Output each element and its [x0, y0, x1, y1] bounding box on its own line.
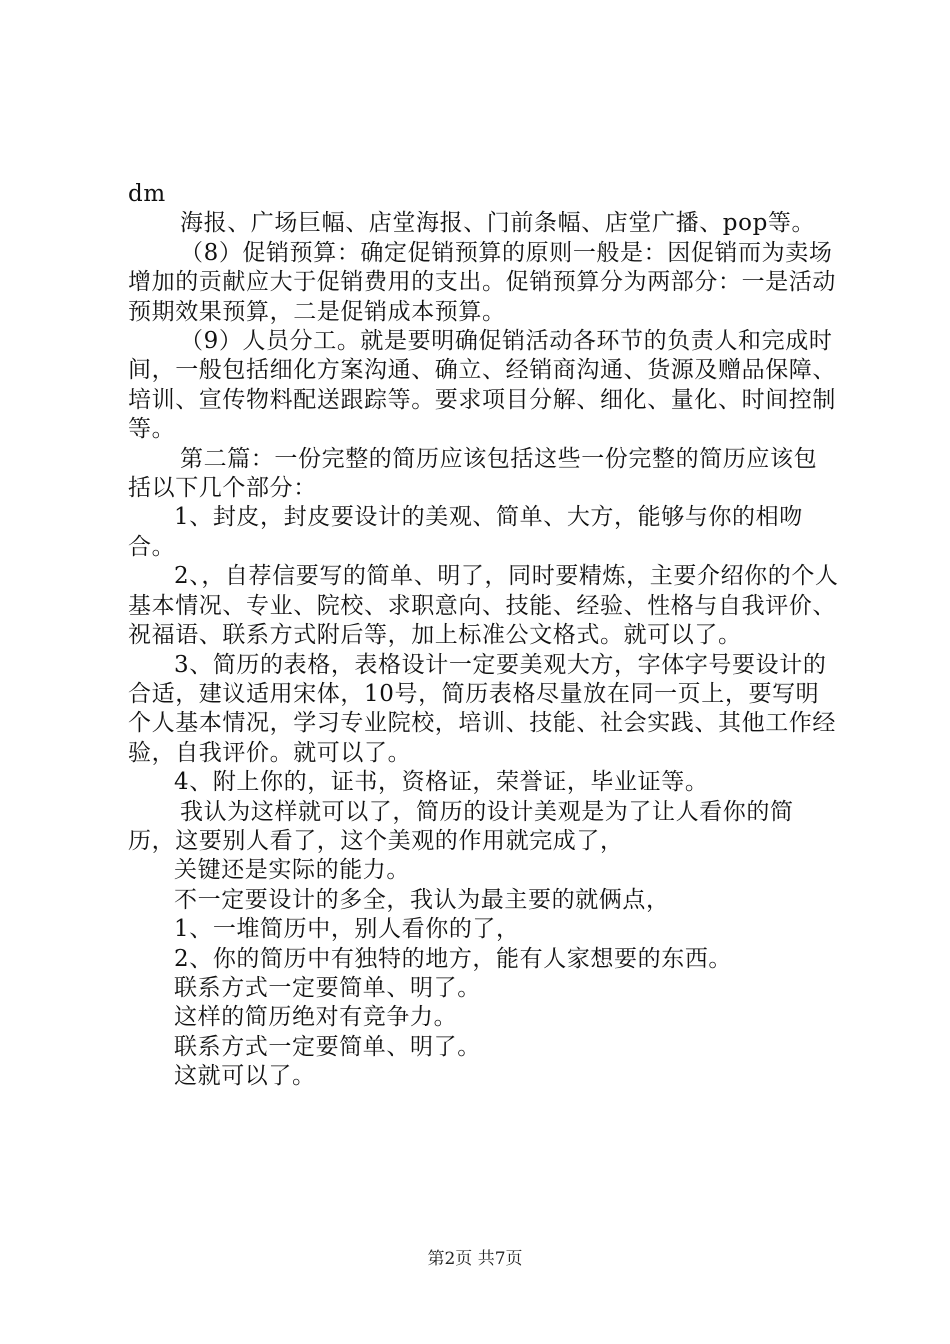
paragraph-6: 2、，自荐信要写的简单、明了，同时要精炼，主要介绍你的个人基本情况、专业、院校、求职意向、技能、经验、性格与自我评价、祝福语、联系方式附后等，加上标准公文格式。就可以了。 [128, 563, 839, 649]
paragraph-13: 2、你的简历中有独特的地方，能有人家想要的东西。 [174, 945, 733, 972]
paragraph-7: 3、简历的表格，表格设计一定要美观大方，字体字号要设计的合适，建议适用宋体，10号，简历表格尽量放在同一页上，要写明个人基本情况，学习专业院校，培训、技能、社会实践、其他工作经验，自我评价。就可以了。 [128, 651, 836, 766]
document-body [128, 180, 840, 1092]
paragraph-16: 联系方式一定要简单、明了。 [174, 1033, 481, 1060]
paragraph-12: 1、一堆简历中，别人看你的了， [174, 916, 520, 943]
paragraph-1: 海报、广场巨幅、店堂海报、门前条幅、店堂广播、pop等。 [180, 210, 816, 237]
paragraph-14: 联系方式一定要简单、明了。 [174, 974, 481, 1001]
page-footer [0, 1244, 950, 1269]
paragraph-0: dm [128, 181, 166, 207]
paragraph-15: 这样的简历绝对有竞争力。 [174, 1004, 458, 1031]
paragraph-3: （9）人员分工。就是要明确促销活动各环节的负责人和完成时间，一般包括细化方案沟通、确立、经销商沟通、货源及赠品保障、培训、宣传物料配送跟踪等。要求项目分解、细化、量化、时间控制等。 [128, 328, 836, 443]
paragraph-4: 第二篇：一份完整的简历应该包括这些一份完整的简历应该包括以下几个部分： [128, 445, 818, 502]
paragraph-5: 1、封皮，封皮要设计的美观、简单、大方，能够与你的相吻合。 [128, 504, 803, 560]
paragraph-8: 4、附上你的，证书，资格证，荣誉证，毕业证等。 [174, 769, 709, 796]
page-number-label: 第2页 共7页 [427, 1249, 523, 1269]
paragraph-17: 这就可以了。 [174, 1063, 316, 1090]
paragraph-10: 关键还是实际的能力。 [174, 857, 410, 884]
paragraph-11: 不一定要设计的多全，我认为最主要的就俩点， [174, 886, 670, 913]
paragraph-2: （8）促销预算：确定促销预算的原则一般是：因促销而为卖场增加的贡献应大于促销费用的支出。促销预算分为两部分：一是活动预期效果预算，二是促销成本预算。 [128, 239, 836, 325]
paragraph-9: 我认为这样就可以了，简历的设计美观是为了让人看你的简历，这要别人看了，这个美观的作用就完成了， [128, 798, 794, 854]
